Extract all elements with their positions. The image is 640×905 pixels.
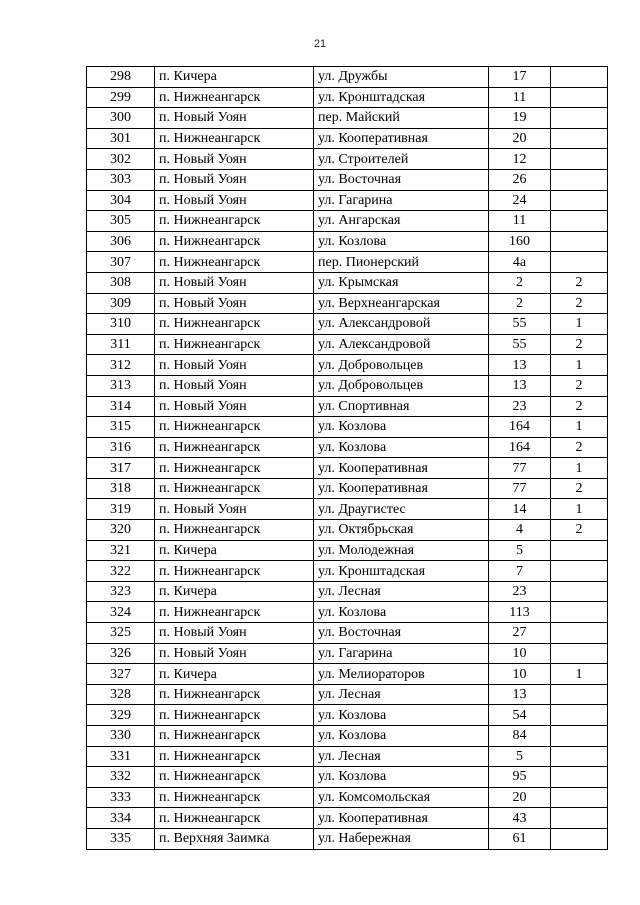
street-cell: ул. Дружбы [314, 67, 489, 88]
street-cell: ул. Александровой [314, 314, 489, 335]
apartment-number-cell: 2 [551, 396, 608, 417]
house-number-cell: 5 [489, 540, 551, 561]
street-cell: ул. Козлова [314, 705, 489, 726]
apartment-number-cell: 2 [551, 375, 608, 396]
row-number-cell: 327 [87, 664, 155, 685]
row-number-cell: 323 [87, 581, 155, 602]
table-row [87, 169, 608, 190]
row-number-cell: 316 [87, 437, 155, 458]
locality-cell: п. Нижнеангарск [155, 128, 314, 149]
house-number-cell: 113 [489, 602, 551, 623]
street-cell: ул. Кронштадская [314, 87, 489, 108]
row-number-cell: 310 [87, 314, 155, 335]
apartment-number-cell [551, 643, 608, 664]
house-number-cell: 11 [489, 87, 551, 108]
apartment-number-cell: 2 [551, 293, 608, 314]
apartment-number-cell [551, 540, 608, 561]
house-number-cell: 164 [489, 417, 551, 438]
house-number-cell: 4а [489, 252, 551, 273]
house-number-cell: 23 [489, 581, 551, 602]
apartment-number-cell [551, 808, 608, 829]
row-number-cell: 299 [87, 87, 155, 108]
locality-cell: п. Нижнеангарск [155, 458, 314, 479]
apartment-number-cell [551, 149, 608, 170]
locality-cell: п. Нижнеангарск [155, 726, 314, 747]
apartment-number-cell [551, 828, 608, 849]
row-number-cell: 303 [87, 169, 155, 190]
house-number-cell: 24 [489, 190, 551, 211]
locality-cell: п. Кичера [155, 581, 314, 602]
locality-cell: п. Нижнеангарск [155, 602, 314, 623]
apartment-number-cell: 2 [551, 520, 608, 541]
house-number-cell: 14 [489, 499, 551, 520]
apartment-number-cell [551, 190, 608, 211]
house-number-cell: 19 [489, 108, 551, 129]
house-number-cell: 5 [489, 746, 551, 767]
apartment-number-cell [551, 705, 608, 726]
house-number-cell: 54 [489, 705, 551, 726]
street-cell: ул. Октябрьская [314, 520, 489, 541]
apartment-number-cell: 1 [551, 355, 608, 376]
street-cell: пер. Пионерский [314, 252, 489, 273]
apartment-number-cell [551, 746, 608, 767]
row-number-cell: 300 [87, 108, 155, 129]
street-cell: ул. Ангарская [314, 211, 489, 232]
apartment-number-cell [551, 726, 608, 747]
table-row [87, 623, 608, 644]
locality-cell: п. Нижнеангарск [155, 314, 314, 335]
row-number-cell: 307 [87, 252, 155, 273]
table-row [87, 726, 608, 747]
house-number-cell: 77 [489, 478, 551, 499]
house-number-cell: 13 [489, 684, 551, 705]
table-row [87, 520, 608, 541]
table-row [87, 540, 608, 561]
locality-cell: п. Новый Уоян [155, 108, 314, 129]
locality-cell: п. Нижнеангарск [155, 478, 314, 499]
table-row [87, 190, 608, 211]
table-row [87, 499, 608, 520]
house-number-cell: 84 [489, 726, 551, 747]
house-number-cell: 13 [489, 375, 551, 396]
street-cell: ул. Восточная [314, 623, 489, 644]
locality-cell: п. Новый Уоян [155, 396, 314, 417]
row-number-cell: 329 [87, 705, 155, 726]
row-number-cell: 320 [87, 520, 155, 541]
locality-cell: п. Верхняя Заимка [155, 828, 314, 849]
street-cell: ул. Козлова [314, 417, 489, 438]
row-number-cell: 301 [87, 128, 155, 149]
table-row [87, 231, 608, 252]
street-cell: ул. Мелиораторов [314, 664, 489, 685]
table-row [87, 561, 608, 582]
row-number-cell: 309 [87, 293, 155, 314]
locality-cell: п. Новый Уоян [155, 375, 314, 396]
house-number-cell: 12 [489, 149, 551, 170]
apartment-number-cell [551, 684, 608, 705]
locality-cell: п. Новый Уоян [155, 272, 314, 293]
street-cell: ул. Лесная [314, 746, 489, 767]
street-cell: ул. Козлова [314, 767, 489, 788]
locality-cell: п. Кичера [155, 540, 314, 561]
row-number-cell: 298 [87, 67, 155, 88]
house-number-cell: 55 [489, 334, 551, 355]
apartment-number-cell [551, 87, 608, 108]
row-number-cell: 306 [87, 231, 155, 252]
locality-cell: п. Нижнеангарск [155, 520, 314, 541]
table-row [87, 375, 608, 396]
row-number-cell: 304 [87, 190, 155, 211]
street-cell: ул. Добровольцев [314, 355, 489, 376]
apartment-number-cell [551, 128, 608, 149]
table-row [87, 252, 608, 273]
street-cell: ул. Молодежная [314, 540, 489, 561]
table-row [87, 334, 608, 355]
apartment-number-cell [551, 169, 608, 190]
table-row [87, 767, 608, 788]
house-number-cell: 4 [489, 520, 551, 541]
street-cell: ул. Крымская [314, 272, 489, 293]
house-number-cell: 160 [489, 231, 551, 252]
address-table [86, 66, 608, 850]
house-number-cell: 23 [489, 396, 551, 417]
street-cell: ул. Драугистес [314, 499, 489, 520]
apartment-number-cell: 1 [551, 314, 608, 335]
table-row [87, 828, 608, 849]
street-cell: пер. Майский [314, 108, 489, 129]
street-cell: ул. Кооперативная [314, 478, 489, 499]
table-row [87, 581, 608, 602]
locality-cell: п. Новый Уоян [155, 169, 314, 190]
street-cell: ул. Верхнеангарская [314, 293, 489, 314]
locality-cell: п. Нижнеангарск [155, 767, 314, 788]
house-number-cell: 77 [489, 458, 551, 479]
street-cell: ул. Комсомольская [314, 787, 489, 808]
apartment-number-cell [551, 211, 608, 232]
table-row [87, 355, 608, 376]
row-number-cell: 305 [87, 211, 155, 232]
page-number: 21 [313, 38, 327, 50]
table-row [87, 293, 608, 314]
apartment-number-cell [551, 767, 608, 788]
row-number-cell: 325 [87, 623, 155, 644]
table-row [87, 87, 608, 108]
table-row [87, 396, 608, 417]
locality-cell: п. Кичера [155, 67, 314, 88]
street-cell: ул. Кооперативная [314, 458, 489, 479]
locality-cell: п. Нижнеангарск [155, 705, 314, 726]
apartment-number-cell [551, 787, 608, 808]
locality-cell: п. Новый Уоян [155, 149, 314, 170]
row-number-cell: 330 [87, 726, 155, 747]
row-number-cell: 324 [87, 602, 155, 623]
table-row [87, 211, 608, 232]
table-row [87, 437, 608, 458]
address-table-body [87, 67, 608, 850]
row-number-cell: 302 [87, 149, 155, 170]
row-number-cell: 328 [87, 684, 155, 705]
apartment-number-cell: 1 [551, 458, 608, 479]
apartment-number-cell [551, 67, 608, 88]
table-row [87, 128, 608, 149]
street-cell: ул. Кооперативная [314, 808, 489, 829]
house-number-cell: 20 [489, 128, 551, 149]
table-row [87, 602, 608, 623]
apartment-number-cell [551, 108, 608, 129]
house-number-cell: 43 [489, 808, 551, 829]
row-number-cell: 321 [87, 540, 155, 561]
table-row [87, 808, 608, 829]
house-number-cell: 10 [489, 664, 551, 685]
locality-cell: п. Новый Уоян [155, 355, 314, 376]
row-number-cell: 312 [87, 355, 155, 376]
row-number-cell: 332 [87, 767, 155, 788]
apartment-number-cell [551, 252, 608, 273]
street-cell: ул. Козлова [314, 602, 489, 623]
street-cell: ул. Добровольцев [314, 375, 489, 396]
street-cell: ул. Кооперативная [314, 128, 489, 149]
house-number-cell: 164 [489, 437, 551, 458]
street-cell: ул. Набережная [314, 828, 489, 849]
street-cell: ул. Гагарина [314, 190, 489, 211]
street-cell: ул. Лесная [314, 581, 489, 602]
house-number-cell: 17 [489, 67, 551, 88]
apartment-number-cell: 1 [551, 499, 608, 520]
locality-cell: п. Нижнеангарск [155, 211, 314, 232]
table-row [87, 787, 608, 808]
table-row [87, 272, 608, 293]
locality-cell: п. Нижнеангарск [155, 231, 314, 252]
row-number-cell: 322 [87, 561, 155, 582]
locality-cell: п. Новый Уоян [155, 643, 314, 664]
apartment-number-cell: 2 [551, 334, 608, 355]
table-row [87, 478, 608, 499]
apartment-number-cell [551, 581, 608, 602]
house-number-cell: 7 [489, 561, 551, 582]
row-number-cell: 319 [87, 499, 155, 520]
apartment-number-cell: 2 [551, 272, 608, 293]
street-cell: ул. Кронштадская [314, 561, 489, 582]
house-number-cell: 2 [489, 293, 551, 314]
row-number-cell: 318 [87, 478, 155, 499]
table-row [87, 67, 608, 88]
row-number-cell: 335 [87, 828, 155, 849]
apartment-number-cell [551, 623, 608, 644]
street-cell: ул. Козлова [314, 726, 489, 747]
street-cell: ул. Спортивная [314, 396, 489, 417]
street-cell: ул. Александровой [314, 334, 489, 355]
row-number-cell: 334 [87, 808, 155, 829]
house-number-cell: 10 [489, 643, 551, 664]
house-number-cell: 61 [489, 828, 551, 849]
apartment-number-cell [551, 602, 608, 623]
row-number-cell: 326 [87, 643, 155, 664]
street-cell: ул. Козлова [314, 437, 489, 458]
row-number-cell: 333 [87, 787, 155, 808]
table-row [87, 149, 608, 170]
apartment-number-cell: 1 [551, 417, 608, 438]
street-cell: ул. Лесная [314, 684, 489, 705]
row-number-cell: 308 [87, 272, 155, 293]
table-row [87, 417, 608, 438]
locality-cell: п. Нижнеангарск [155, 787, 314, 808]
house-number-cell: 13 [489, 355, 551, 376]
apartment-number-cell: 2 [551, 478, 608, 499]
locality-cell: п. Нижнеангарск [155, 561, 314, 582]
table-row [87, 314, 608, 335]
table-row [87, 705, 608, 726]
locality-cell: п. Нижнеангарск [155, 252, 314, 273]
locality-cell: п. Новый Уоян [155, 623, 314, 644]
house-number-cell: 2 [489, 272, 551, 293]
table-row [87, 746, 608, 767]
locality-cell: п. Нижнеангарск [155, 808, 314, 829]
apartment-number-cell: 1 [551, 664, 608, 685]
apartment-number-cell [551, 561, 608, 582]
locality-cell: п. Новый Уоян [155, 499, 314, 520]
house-number-cell: 95 [489, 767, 551, 788]
table-row [87, 643, 608, 664]
locality-cell: п. Нижнеангарск [155, 417, 314, 438]
locality-cell: п. Нижнеангарск [155, 684, 314, 705]
house-number-cell: 55 [489, 314, 551, 335]
house-number-cell: 11 [489, 211, 551, 232]
apartment-number-cell [551, 231, 608, 252]
row-number-cell: 317 [87, 458, 155, 479]
row-number-cell: 315 [87, 417, 155, 438]
locality-cell: п. Кичера [155, 664, 314, 685]
row-number-cell: 331 [87, 746, 155, 767]
row-number-cell: 311 [87, 334, 155, 355]
locality-cell: п. Новый Уоян [155, 190, 314, 211]
locality-cell: п. Нижнеангарск [155, 437, 314, 458]
house-number-cell: 20 [489, 787, 551, 808]
table-row [87, 684, 608, 705]
street-cell: ул. Гагарина [314, 643, 489, 664]
locality-cell: п. Нижнеангарск [155, 746, 314, 767]
locality-cell: п. Нижнеангарск [155, 334, 314, 355]
table-row [87, 108, 608, 129]
apartment-number-cell: 2 [551, 437, 608, 458]
locality-cell: п. Нижнеангарск [155, 87, 314, 108]
street-cell: ул. Козлова [314, 231, 489, 252]
street-cell: ул. Восточная [314, 169, 489, 190]
table-row [87, 664, 608, 685]
row-number-cell: 313 [87, 375, 155, 396]
row-number-cell: 314 [87, 396, 155, 417]
house-number-cell: 27 [489, 623, 551, 644]
locality-cell: п. Новый Уоян [155, 293, 314, 314]
street-cell: ул. Строителей [314, 149, 489, 170]
table-row [87, 458, 608, 479]
house-number-cell: 26 [489, 169, 551, 190]
